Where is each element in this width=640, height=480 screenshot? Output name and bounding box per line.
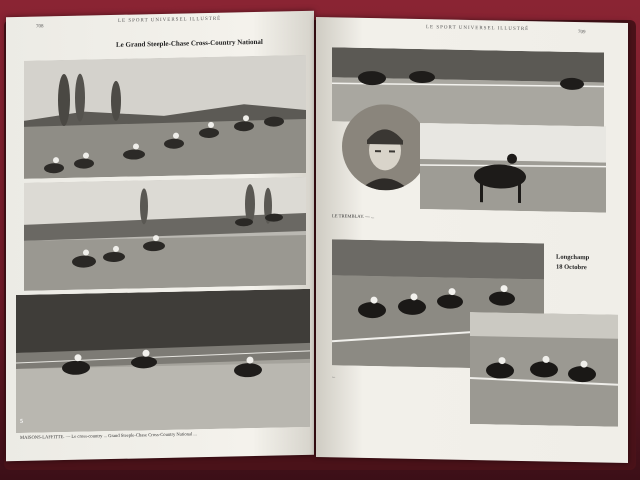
left-running-head: LE SPORT UNIVERSEL ILLUSTRÉ	[118, 16, 222, 24]
left-page-caption: MAISONS-LAFFITTE. — Le cross-country ... Grand Steeple-Chase Cross-Country National ...	[20, 431, 197, 440]
left-page	[6, 11, 314, 461]
photo-number: 5	[20, 418, 23, 425]
photo-steeplechase-finish	[16, 289, 310, 433]
photo-longchamp-finish	[470, 312, 618, 427]
right-running-head: LE SPORT UNIVERSEL ILLUSTRÉ	[426, 25, 530, 33]
photo-steeplechase-jump	[24, 177, 306, 291]
left-page-number: 708	[36, 24, 44, 30]
right-top-caption: LE TREMBLAY. — ...	[332, 213, 375, 220]
left-page-title: Le Grand Steeple-Chase Cross-Country National	[116, 37, 263, 49]
photo-steeplechase-field	[24, 55, 306, 179]
right-page-number: 709	[578, 30, 586, 36]
race-label-venue: Longchamp	[556, 253, 590, 262]
right-page	[316, 17, 628, 463]
race-label-date: 18 Octobre	[556, 263, 587, 272]
jockey-portrait	[342, 104, 428, 192]
photo-winner-horse	[420, 123, 606, 213]
right-bottom-caption: ...	[332, 373, 336, 379]
